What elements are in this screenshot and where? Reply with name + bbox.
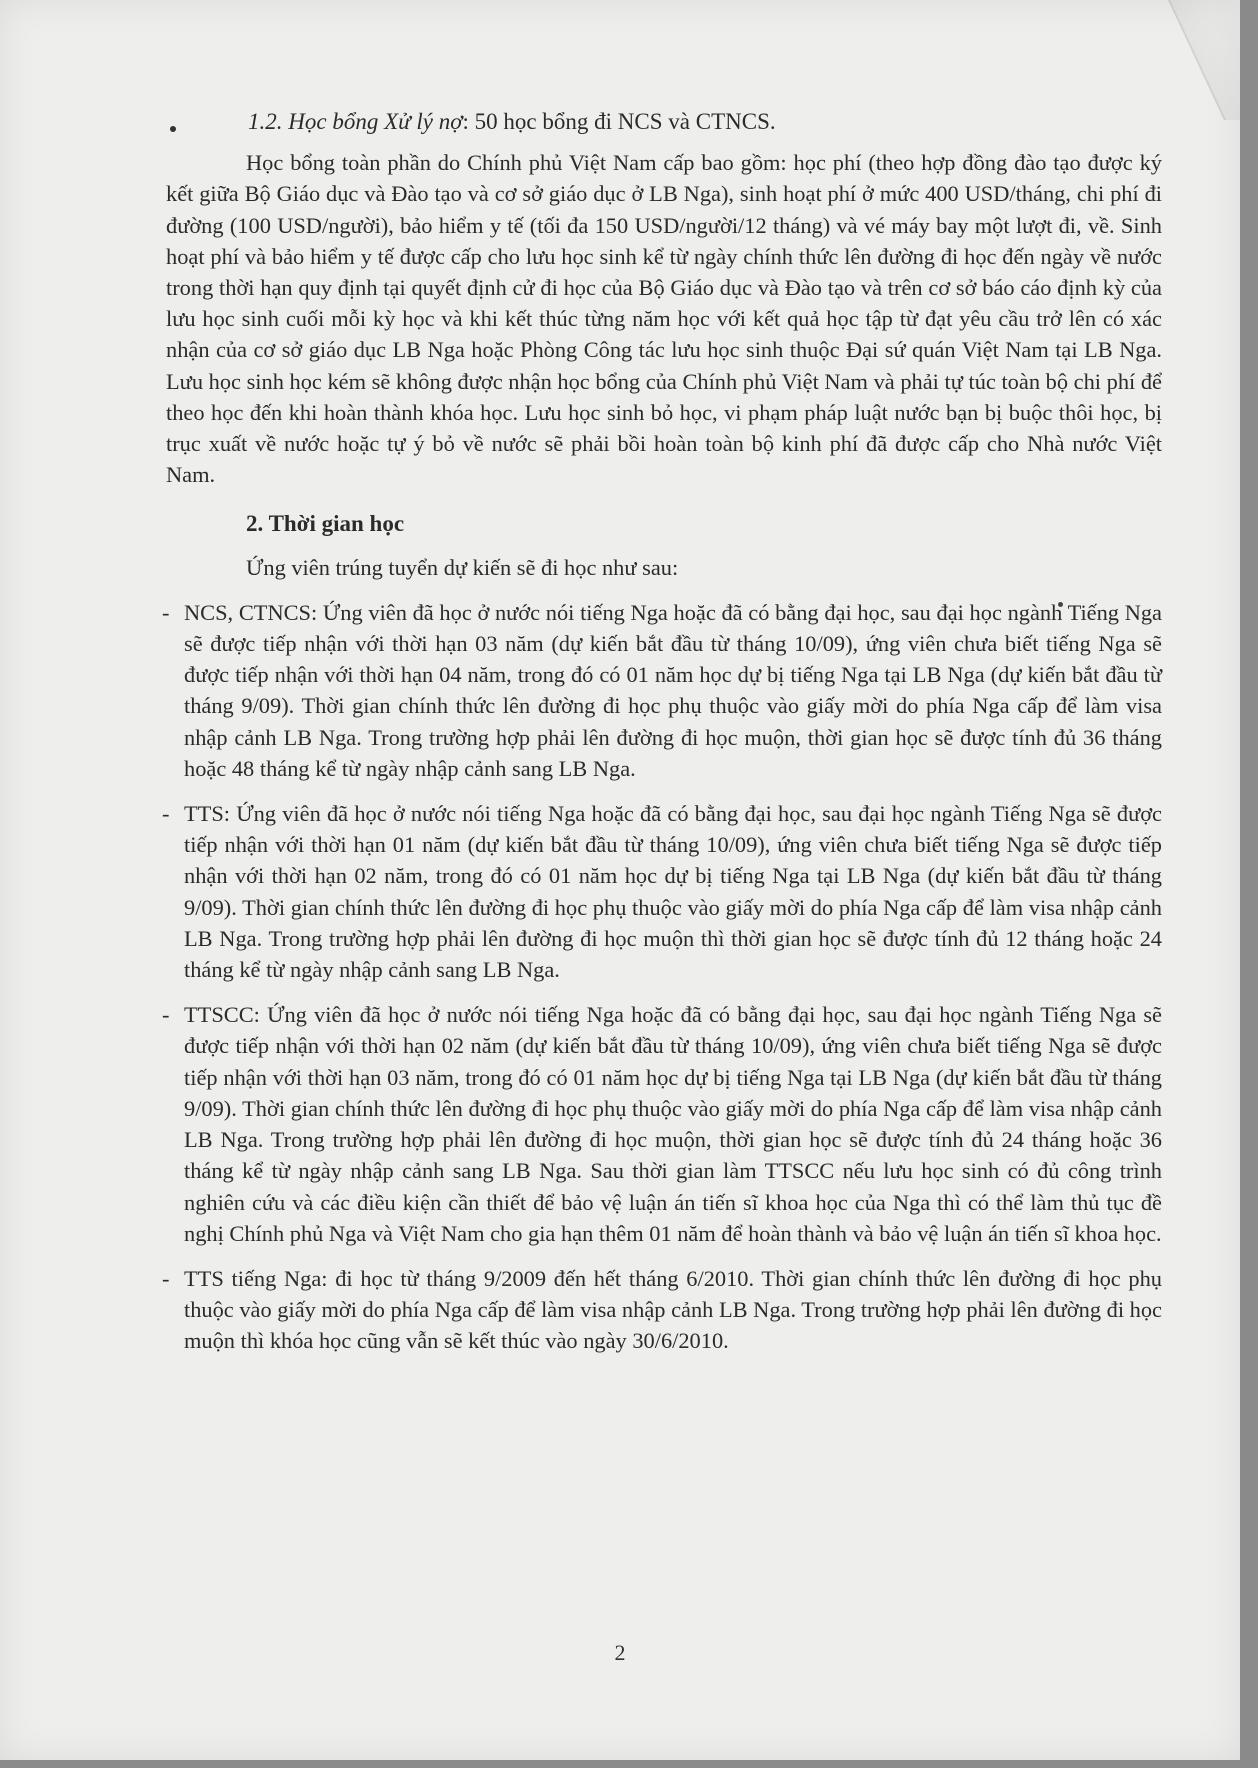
list-dash: - xyxy=(162,801,170,827)
list-item-text: TTS: Ứng viên đã học ở nước nói tiếng Nga hoặc đã có bằng đại học, sau đại học ngành Tiếng Nga sẽ được tiếp nhận với thời hạn 01 năm (dự kiến bắt đầu từ tháng 10/09), ứng viên chưa biết tiếng Nga sẽ được tiếp nhận với thời hạn 02 năm, trong đó có 01 năm học dự bị tiếng Nga tại LB Nga (dự kiến bắt đầu từ tháng 9/09). Thời gian chính thức lên đường đi học phụ thuộc vào giấy mời do phía Nga cấp để làm visa nhập cảnh LB Nga. Trong trường hợp phải lên đường đi học muộn thì thời gian học sẽ được tính đủ 12 tháng hoặc 24 tháng kể từ ngày nhập cảnh sang LB Nga. xyxy=(184,801,1162,983)
list-item-text: NCS, CTNCS: Ứng viên đã học ở nước nói tiếng Nga hoặc đã có bằng đại học, sau đại học ngành Tiếng Nga sẽ được tiếp nhận với thời hạn 03 năm (dự kiến bắt đầu từ tháng 10/09), ứng viên chưa biết tiếng Nga sẽ được tiếp nhận với thời hạn 04 năm, trong đó có 01 năm học dự bị tiếng Nga tại LB Nga (dự kiến bắt đầu từ tháng 9/09). Thời gian chính thức lên đường đi học phụ thuộc vào giấy mời do phía Nga cấp để làm visa nhập cảnh LB Nga. Trong trường hợp phải lên đường đi học muộn, thời gian học sẽ được tính đủ 36 tháng hoặc 48 tháng kể từ ngày nhập cảnh sang LB Nga. xyxy=(184,599,1162,781)
list-dash: - xyxy=(162,599,170,625)
section-2-intro: Ứng viên trúng tuyển dự kiến sẽ đi học như sau: xyxy=(246,554,679,580)
section-1-2-title: 1.2. Học bổng Xử lý nợ xyxy=(248,109,463,134)
page-fold-shadow xyxy=(1168,0,1240,120)
section-1-2-heading xyxy=(162,106,1162,137)
list-dash: - xyxy=(162,1265,170,1291)
list-item-ttscc xyxy=(162,999,1162,1249)
list-item-text: TTS tiếng Nga: đi học từ tháng 9/2009 đến hết tháng 6/2010. Thời gian chính thức lên đường đi học phụ thuộc vào giấy mời do phía Nga cấp để làm visa nhập cảnh LB Nga. Trong trường hợp phải lên đường đi học muộn thì khóa học cũng vẫn sẽ kết thúc vào ngày 30/6/2010. xyxy=(184,1265,1162,1354)
list-item-ncs xyxy=(162,597,1162,784)
section-1-2-paragraph: Học bổng toàn phần do Chính phủ Việt Nam cấp bao gồm: học phí (theo hợp đồng đào tạo được ký kết giữa Bộ Giáo dục và Đào tạo và cơ sở giáo dục ở LB Nga), sinh hoạt phí ở mức 400 USD/tháng, chi phí đi đường (100 USD/người), bảo hiểm y tế (tối đa 150 USD/người/12 tháng) và vé máy bay một lượt đi, về. Sinh hoạt phí và bảo hiểm y tế được cấp cho lưu học sinh kể từ ngày chính thức lên đường đi học đến ngày về nước trong thời hạn quy định tại quyết định cử đi học của Bộ Giáo dục và Đào tạo và trên cơ sở báo cáo định kỳ của lưu học sinh cuối mỗi kỳ học và khi kết thúc từng năm học với kết quả học tập từ đạt yêu cầu trở lên có xác nhận của cơ sở giáo dục LB Nga hoặc Phòng Công tác lưu học sinh thuộc Đại sứ quán Việt Nam tại LB Nga. Lưu học sinh học kém sẽ không được nhận học bổng của Chính phủ Việt Nam và phải tự túc toàn bộ chi phí để theo học đến khi hoàn thành khóa học. Lưu học sinh bỏ học, vi phạm pháp luật nước bạn bị buộc thôi học, bị trục xuất về nước hoặc tự ý bỏ về nước sẽ phải bồi hoàn toàn bộ kinh phí đã được cấp cho Nhà nước Việt Nam. xyxy=(166,150,1162,488)
document-body xyxy=(162,106,1162,1371)
section-2-heading: 2. Thời gian học xyxy=(246,511,405,537)
list-item-tts-tieng-nga xyxy=(162,1263,1162,1357)
list-dash: - xyxy=(162,1002,170,1028)
section-1-2-summary: : 50 học bổng đi NCS và CTNCS. xyxy=(462,109,776,134)
list-item-text: TTSCC: Ứng viên đã học ở nước nói tiếng Nga hoặc đã có bằng đại học, sau đại học ngành Tiếng Nga sẽ được tiếp nhận với thời hạn 02 năm (dự kiến bắt đầu từ tháng 10/09), ứng viên chưa biết tiếng Nga sẽ được tiếp nhận với thời hạn 03 năm, trong đó có 01 năm học dự bị tiếng Nga tại LB Nga (dự kiến bắt đầu từ tháng 9/09). Thời gian chính thức lên đường đi học phụ thuộc vào giấy mời do phía Nga cấp để làm visa nhập cảnh LB Nga. Trong trường hợp phải lên đường đi học muộn, thời gian học sẽ được tính đủ 24 tháng hoặc 36 tháng kể từ ngày nhập cảnh sang LB Nga. Sau thời gian làm TTSCC nếu lưu học sinh có đủ công trình nghiên cứu và các điều kiện cần thiết để bảo vệ luận án tiến sĩ khoa học của Nga thì có thể làm thủ tục đề nghị Chính phủ Nga và Việt Nam cho gia hạn thêm 01 năm để hoàn thành và bảo vệ luận án tiến sĩ khoa học. xyxy=(184,1002,1162,1246)
list-item-tts xyxy=(162,798,1162,985)
page-number: 2 xyxy=(614,1640,626,1665)
